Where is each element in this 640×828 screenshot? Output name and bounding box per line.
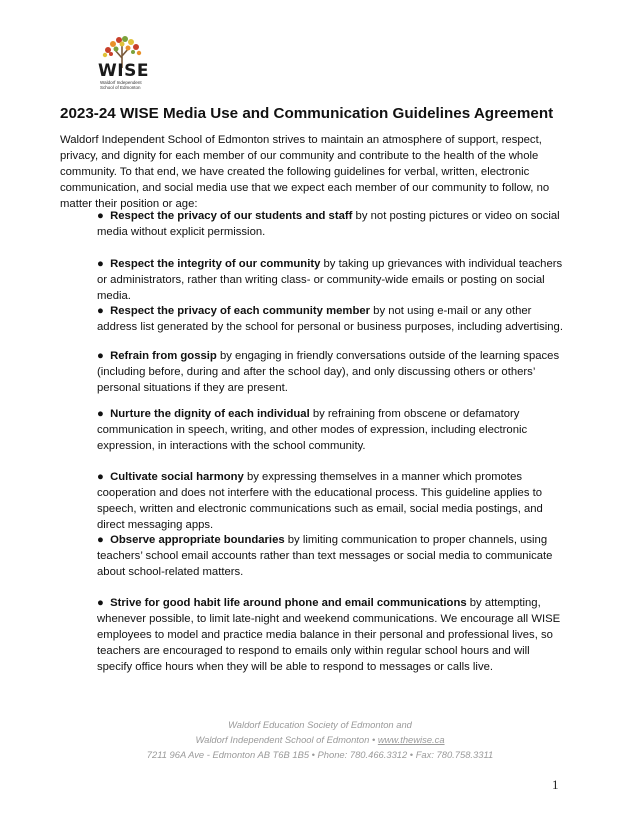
bullet-icon: ● <box>97 305 104 317</box>
guideline-lead: Observe appropriate boundaries <box>110 534 285 546</box>
guideline-lead: Nurture the dignity of each individual <box>110 408 310 420</box>
page-number: 1 <box>552 777 559 792</box>
guideline-text: by engaging in friendly conversations outside of the learning spaces (including before, during and after the school day), and only discussing others or others’ personal situations if they are present. <box>97 350 560 394</box>
bullet-icon: ● <box>97 258 104 270</box>
footer-line-school <box>0 733 640 746</box>
footer-line-society: Waldorf Education Society of Edmonton and <box>228 719 412 730</box>
logo-subtitle <box>100 80 142 90</box>
guideline-text: by not posting pictures or video on social media without explicit permission. <box>97 210 560 238</box>
footer-separator: • <box>369 734 378 745</box>
guideline-lead: Refrain from gossip <box>110 350 217 362</box>
guideline-text: by expressing themselves in a manner which promotes cooperation and does not interfere with the educational process. This guideline applies to speech, written and electronic communications such as email, social media postings, and direct messaging apps. <box>97 471 543 531</box>
guideline-lead: Respect the integrity of our community <box>110 258 321 270</box>
guideline-item <box>97 208 565 240</box>
guideline-item <box>97 256 565 304</box>
page-title: 2023-24 WISE Media Use and Communication Guidelines Agreement <box>60 105 554 122</box>
guideline-item <box>97 348 565 396</box>
bullet-icon: ● <box>97 471 104 483</box>
logo-wordmark: WISE <box>98 61 149 81</box>
bullet-icon: ● <box>97 350 104 362</box>
guideline-text: by not using e-mail or any other address list generated by the school for personal or business purposes, including advertising. <box>97 305 563 333</box>
bullet-icon: ● <box>97 210 104 222</box>
guideline-text: by limiting communication to proper channels, using teachers’ school email accounts rather than text messages or social media to communicate about school-related matters. <box>97 534 553 578</box>
footer-school-name: Waldorf Independent School of Edmonton <box>195 734 370 745</box>
logo-subtitle-line1: Waldorf Independent <box>100 80 142 85</box>
guideline-text: by refraining from obscene or defamatory communication in speech, writing, and other modes of expression, including electronic expression, in interactions with the school community. <box>97 408 528 452</box>
intro-paragraph: Waldorf Independent School of Edmonton strives to maintain an atmosphere of support, respect, privacy, and dignity for each member of our community and contribute to the health of the whole community. To that end, we have created the following guidelines for verbal, written, electronic communication, and social media use that we expect each member of our community to follow, no matter their position or age: <box>60 134 550 210</box>
guideline-item <box>97 595 565 675</box>
guideline-item <box>97 469 565 533</box>
bullet-icon: ● <box>97 597 104 609</box>
guideline-lead: Respect the privacy of our students and staff <box>110 210 353 222</box>
guideline-lead: Cultivate social harmony <box>110 471 244 483</box>
website-link[interactable]: www.thewise.ca <box>377 734 445 745</box>
logo-subtitle-line2: School of Edmonton <box>100 85 141 90</box>
guideline-text: by taking up grievances with individual teachers or administrators, rather than writing class- or community-wide emails or posting on social media. <box>97 258 563 302</box>
footer-line-address: 7211 96A Ave - Edmonton AB T6B 1B5 • Phone: 780.466.3312 • Fax: 780.758.3311 <box>146 749 494 760</box>
guideline-item <box>97 406 565 454</box>
guideline-lead: Respect the privacy of each community member <box>110 305 371 317</box>
guideline-item <box>97 303 565 335</box>
bullet-icon: ● <box>97 534 104 546</box>
bullet-icon: ● <box>97 408 104 420</box>
guideline-item <box>97 532 565 580</box>
guideline-lead: Strive for good habit life around phone and email communications <box>110 597 467 609</box>
guideline-text: by attempting, whenever possible, to limit late-night and weekend communications. We encourage all WISE employees to model and practice media balance in their personal and professional lives, so teachers are encouraged to respond to emails only within regular school hours and will specify office hours when they will be able to respond to messages or calls live. <box>97 597 561 673</box>
school-logo <box>94 36 150 90</box>
